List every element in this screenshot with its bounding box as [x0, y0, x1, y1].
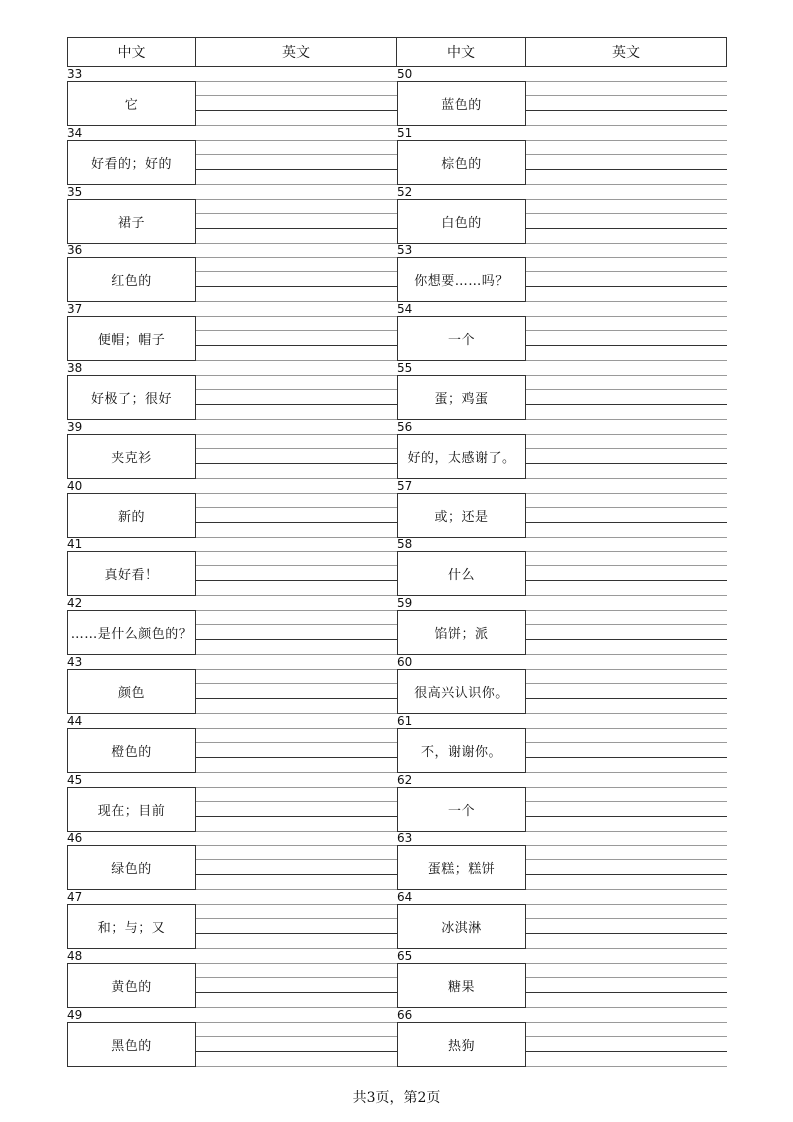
chinese-term: 你想要……吗？: [397, 257, 526, 302]
writing-line: [526, 669, 727, 670]
writing-line: [196, 728, 397, 729]
entry-number: 58: [397, 537, 413, 552]
chinese-term: 不，谢谢你。: [397, 728, 526, 773]
english-writing-lines[interactable]: [526, 551, 727, 596]
table-header: [67, 37, 727, 67]
writing-line: [196, 624, 397, 625]
vocab-entry: [67, 243, 397, 302]
entry-number: 50: [397, 67, 413, 81]
chinese-term: 真好看！: [67, 551, 196, 596]
writing-line: [196, 963, 397, 964]
left-column: [67, 67, 397, 1067]
writing-line: [526, 493, 727, 494]
chinese-term: 蛋糕；糕饼: [397, 845, 526, 890]
vocab-entry: [67, 302, 397, 361]
english-writing-lines[interactable]: [526, 140, 727, 185]
entry-number: 66: [397, 1007, 413, 1022]
vocab-entry: [67, 831, 397, 890]
writing-line: [526, 140, 727, 141]
entry-number: 61: [397, 713, 413, 728]
vocab-entry: [397, 655, 727, 714]
header-english-1: 英文: [196, 37, 397, 67]
writing-line: [526, 213, 727, 214]
vocab-entry: [397, 949, 727, 1008]
writing-line: [196, 493, 397, 494]
writing-line: [196, 110, 397, 111]
writing-line: [196, 551, 397, 552]
writing-line: [196, 199, 397, 200]
writing-line: [196, 81, 397, 82]
entry-number: 65: [397, 948, 413, 963]
writing-line: [526, 404, 727, 405]
entry-number: 34: [67, 125, 83, 140]
writing-line: [526, 859, 727, 860]
english-writing-lines[interactable]: [196, 375, 397, 420]
writing-line: [526, 992, 727, 993]
entry-number: 57: [397, 478, 413, 493]
entry-number: 45: [67, 772, 83, 787]
writing-line: [526, 845, 727, 846]
entry-number: 60: [397, 654, 413, 669]
english-writing-lines[interactable]: [526, 199, 727, 244]
entry-number: 42: [67, 596, 83, 611]
right-column: [397, 67, 727, 1067]
writing-line: [526, 1066, 727, 1067]
chinese-term: 新的: [67, 493, 196, 538]
chinese-term: 好看的；好的: [67, 140, 196, 185]
vocab-entry: [397, 537, 727, 596]
writing-line: [526, 199, 727, 200]
english-writing-lines[interactable]: [196, 728, 397, 773]
writing-line: [526, 434, 727, 435]
chinese-term: 好极了；很好: [67, 375, 196, 420]
entry-number: 47: [67, 890, 83, 905]
english-writing-lines[interactable]: [526, 375, 727, 420]
writing-line: [526, 551, 727, 552]
chinese-term: 一个: [397, 316, 526, 361]
writing-line: [196, 669, 397, 670]
writing-line: [526, 565, 727, 566]
chinese-term: 裙子: [67, 199, 196, 244]
chinese-term: 蓝色的: [397, 81, 526, 126]
english-writing-lines[interactable]: [196, 787, 397, 832]
writing-line: [526, 345, 727, 346]
english-writing-lines[interactable]: [196, 316, 397, 361]
writing-line: [196, 1051, 397, 1052]
english-writing-lines[interactable]: [196, 845, 397, 890]
writing-line: [196, 816, 397, 817]
entry-number: 39: [67, 419, 83, 434]
writing-line: [196, 257, 397, 258]
english-writing-lines[interactable]: [526, 787, 727, 832]
entry-number: 56: [397, 419, 413, 434]
writing-line: [196, 845, 397, 846]
chinese-term: 一个: [397, 787, 526, 832]
vocab-entry: [67, 537, 397, 596]
writing-line: [196, 1066, 397, 1067]
writing-line: [526, 463, 727, 464]
writing-line: [196, 874, 397, 875]
entry-number: 48: [67, 948, 83, 963]
vocab-entry: [67, 1008, 397, 1067]
writing-line: [526, 683, 727, 684]
chinese-term: 现在；目前: [67, 787, 196, 832]
writing-line: [196, 522, 397, 523]
chinese-term: 热狗: [397, 1022, 526, 1067]
vocab-entry: [397, 831, 727, 890]
writing-line: [526, 742, 727, 743]
writing-line: [526, 330, 727, 331]
writing-line: [526, 522, 727, 523]
writing-line: [196, 228, 397, 229]
writing-line: [196, 698, 397, 699]
english-writing-lines[interactable]: [196, 551, 397, 596]
english-writing-lines[interactable]: [526, 845, 727, 890]
vocab-entry: [397, 243, 727, 302]
chinese-term: 糖果: [397, 963, 526, 1008]
writing-line: [196, 404, 397, 405]
english-writing-lines[interactable]: [196, 140, 397, 185]
writing-line: [526, 257, 727, 258]
vocab-entry: [397, 67, 727, 126]
writing-line: [526, 728, 727, 729]
writing-line: [526, 698, 727, 699]
chinese-term: 便帽；帽子: [67, 316, 196, 361]
writing-line: [526, 228, 727, 229]
english-writing-lines[interactable]: [196, 904, 397, 949]
entry-number: 63: [397, 831, 413, 846]
english-writing-lines[interactable]: [526, 728, 727, 773]
writing-line: [196, 610, 397, 611]
english-writing-lines[interactable]: [526, 963, 727, 1008]
writing-line: [526, 271, 727, 272]
writing-line: [196, 154, 397, 155]
vocab-entry: [67, 67, 397, 126]
writing-line: [196, 389, 397, 390]
chinese-term: ……是什么颜色的？: [67, 610, 196, 655]
writing-line: [526, 286, 727, 287]
writing-line: [526, 933, 727, 934]
writing-line: [526, 110, 727, 111]
writing-line: [196, 787, 397, 788]
writing-line: [526, 816, 727, 817]
chinese-term: 好的，太感谢了。: [397, 434, 526, 479]
chinese-term: 颜色: [67, 669, 196, 714]
writing-line: [526, 874, 727, 875]
writing-line: [526, 963, 727, 964]
english-writing-lines[interactable]: [196, 1022, 397, 1067]
writing-line: [526, 95, 727, 96]
writing-line: [196, 330, 397, 331]
writing-line: [196, 742, 397, 743]
writing-line: [196, 801, 397, 802]
writing-line: [526, 580, 727, 581]
chinese-term: 夹克衫: [67, 434, 196, 479]
english-writing-lines[interactable]: [196, 493, 397, 538]
writing-line: [526, 448, 727, 449]
english-writing-lines[interactable]: [196, 199, 397, 244]
writing-line: [196, 904, 397, 905]
entry-number: 52: [397, 184, 413, 199]
chinese-term: 和；与；又: [67, 904, 196, 949]
english-writing-lines[interactable]: [196, 669, 397, 714]
english-writing-lines[interactable]: [526, 434, 727, 479]
entry-number: 53: [397, 243, 413, 258]
vocab-entry: [67, 773, 397, 832]
english-writing-lines[interactable]: [526, 1022, 727, 1067]
writing-line: [196, 345, 397, 346]
english-writing-lines[interactable]: [526, 669, 727, 714]
vocab-entry: [67, 361, 397, 420]
writing-line: [526, 787, 727, 788]
entry-number: 64: [397, 890, 413, 905]
writing-line: [526, 757, 727, 758]
entry-number: 43: [67, 654, 83, 669]
vocab-entry: [67, 479, 397, 538]
english-writing-lines[interactable]: [526, 316, 727, 361]
entry-number: 40: [67, 478, 83, 493]
chinese-term: 绿色的: [67, 845, 196, 890]
english-writing-lines[interactable]: [196, 81, 397, 126]
writing-line: [196, 316, 397, 317]
writing-line: [196, 448, 397, 449]
vocab-entry: [397, 773, 727, 832]
vocab-entry: [67, 185, 397, 244]
writing-line: [196, 757, 397, 758]
writing-line: [196, 683, 397, 684]
vocab-entry: [397, 596, 727, 655]
chinese-term: 黑色的: [67, 1022, 196, 1067]
entry-number: 46: [67, 831, 83, 846]
writing-line: [526, 389, 727, 390]
writing-line: [196, 140, 397, 141]
chinese-term: 白色的: [397, 199, 526, 244]
vocab-entry: [397, 126, 727, 185]
chinese-term: 或；还是: [397, 493, 526, 538]
vocab-entry: [397, 361, 727, 420]
writing-line: [526, 610, 727, 611]
writing-line: [196, 859, 397, 860]
english-writing-lines[interactable]: [526, 904, 727, 949]
writing-line: [526, 1022, 727, 1023]
writing-line: [196, 507, 397, 508]
vocab-entry: [397, 714, 727, 773]
english-writing-lines[interactable]: [526, 610, 727, 655]
entry-number: 44: [67, 713, 83, 728]
writing-line: [526, 918, 727, 919]
vocab-entry: [67, 714, 397, 773]
chinese-term: 棕色的: [397, 140, 526, 185]
writing-line: [196, 169, 397, 170]
writing-line: [526, 169, 727, 170]
header-english-2: 英文: [526, 37, 727, 67]
writing-line: [196, 918, 397, 919]
vocab-entry: [397, 1008, 727, 1067]
writing-line: [196, 286, 397, 287]
writing-line: [526, 507, 727, 508]
vocab-entry: [397, 185, 727, 244]
writing-line: [196, 1036, 397, 1037]
chinese-term: 蛋；鸡蛋: [397, 375, 526, 420]
english-writing-lines[interactable]: [526, 81, 727, 126]
entry-number: 41: [67, 537, 83, 552]
chinese-term: 什么: [397, 551, 526, 596]
header-chinese-1: 中文: [67, 37, 196, 67]
writing-line: [196, 95, 397, 96]
writing-line: [526, 316, 727, 317]
chinese-term: 红色的: [67, 257, 196, 302]
entry-number: 55: [397, 360, 413, 375]
writing-line: [526, 81, 727, 82]
english-writing-lines[interactable]: [526, 257, 727, 302]
entry-number: 62: [397, 772, 413, 787]
english-writing-lines[interactable]: [196, 963, 397, 1008]
vocab-entry: [67, 126, 397, 185]
entry-number: 36: [67, 243, 83, 258]
writing-line: [526, 154, 727, 155]
writing-line: [526, 1051, 727, 1052]
vocab-entry: [67, 596, 397, 655]
writing-line: [196, 580, 397, 581]
writing-line: [196, 565, 397, 566]
entry-number: 54: [397, 302, 413, 317]
writing-line: [526, 801, 727, 802]
english-writing-lines[interactable]: [196, 434, 397, 479]
page-footer: 共3页，第2页: [352, 1090, 441, 1106]
writing-line: [196, 933, 397, 934]
entry-number: 49: [67, 1007, 83, 1022]
vocab-entry: [67, 949, 397, 1008]
vocab-entry: [67, 890, 397, 949]
writing-line: [526, 1036, 727, 1037]
chinese-term: 馅饼；派: [397, 610, 526, 655]
vocab-entry: [67, 420, 397, 479]
writing-line: [196, 271, 397, 272]
entry-number: 51: [397, 125, 413, 140]
writing-line: [196, 463, 397, 464]
vocab-entry: [397, 420, 727, 479]
entry-number: 59: [397, 596, 413, 611]
writing-line: [196, 375, 397, 376]
entry-number: 37: [67, 302, 83, 317]
writing-line: [526, 904, 727, 905]
vocab-entry: [397, 890, 727, 949]
writing-line: [526, 624, 727, 625]
chinese-term: 冰淇淋: [397, 904, 526, 949]
entry-number: 35: [67, 184, 83, 199]
english-writing-lines[interactable]: [526, 493, 727, 538]
english-writing-lines[interactable]: [196, 257, 397, 302]
chinese-term: 很高兴认识你。: [397, 669, 526, 714]
entry-number: 33: [67, 67, 83, 81]
vocab-entry: [397, 302, 727, 361]
chinese-term: 橙色的: [67, 728, 196, 773]
writing-line: [526, 375, 727, 376]
writing-line: [196, 213, 397, 214]
writing-line: [526, 977, 727, 978]
english-writing-lines[interactable]: [196, 610, 397, 655]
writing-line: [196, 1022, 397, 1023]
writing-line: [196, 992, 397, 993]
header-chinese-2: 中文: [397, 37, 526, 67]
writing-line: [196, 639, 397, 640]
writing-line: [196, 434, 397, 435]
writing-line: [526, 639, 727, 640]
chinese-term: 它: [67, 81, 196, 126]
vocab-entry: [397, 479, 727, 538]
vocab-entry: [67, 655, 397, 714]
writing-line: [196, 977, 397, 978]
chinese-term: 黄色的: [67, 963, 196, 1008]
entry-number: 38: [67, 360, 83, 375]
